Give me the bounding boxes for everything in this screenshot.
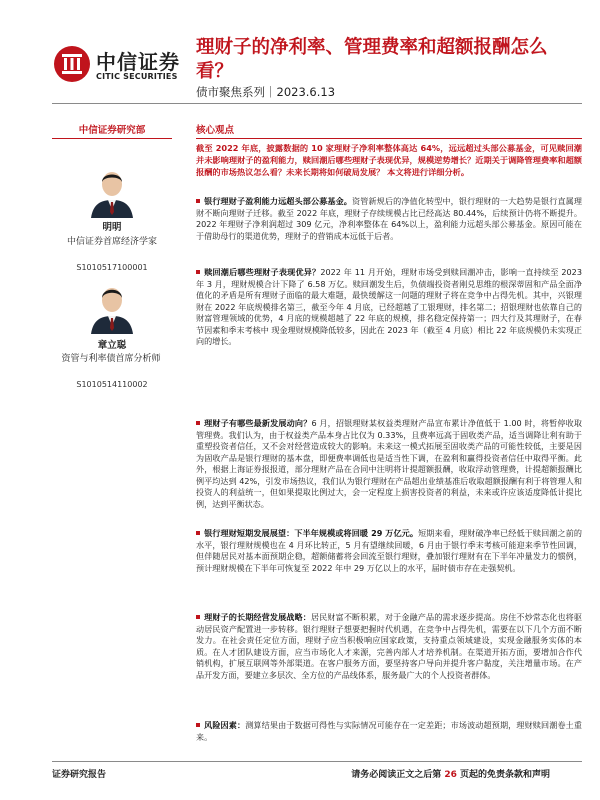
report-title: 理财子的净利率、管理费率和超额报酬怎么看？ <box>196 37 548 82</box>
paragraph-body: 6 月，招银理财某权益类理财产品宣布累计净值低于 1.00 时，将暂停收取管理费。我们认为，由于权益类产品本身占比仅为 0.33%，且费率远高于固收类产品，适当调降让利有助于重塑投资者信任，又不会对经营造成较大的影响。未来这一模式拓展至固收类产品的可能性较低，主要是因为固收产品是银行理财的基本盘，即便费率调低也是适当性下调，在盈利和赢得投资者信任中取得平衡。此外，根据上海证券报报道，部分理财产品在合同中注明将计提超额报酬，收取浮动管理费，计提超额报酬比例平均达到 42%，引发市场热议，我们认为银行理财在产品超出业绩基准后收取超额报酬有利于将管理人和投资人的利益统一，但如果提取比例过大，会一定程度上损害投资者的利益，未来或许应该适度降低计提比例，达到平衡状态。 <box>196 418 582 509</box>
footer-report-type: 证券研究报告 <box>52 770 107 780</box>
analyst-2-name: 章立聪 <box>97 340 127 351</box>
paragraph-2 <box>196 267 582 348</box>
report-series-date: 债市聚焦系列｜2023.6.13 <box>196 85 336 99</box>
analyst-1-name: 明明 <box>102 222 122 233</box>
section-divider <box>196 138 582 139</box>
paragraph-body: 短期来看，理财破净率已经低于赎回潮之前的水平，银行理财规模也在 4 月环比转正，5 月有望继续回暖，6 月由于银行季末考核可能迎来季节性回调，但伴随居民对基本面预期企稳，超额储蓄将会回流至银行理财，叠加银行理财有在下半年冲量发力的惯例，预计理财规模在下半年可恢复至 2022 年中 29 万亿以上的水平，届时债市存在走强契机。 <box>196 528 582 573</box>
footer-disclaimer <box>351 767 550 780</box>
footer-divider <box>52 761 582 762</box>
paragraph-lead: 银行理财子盈利能力远超头部公募基金。 <box>204 196 353 206</box>
header-divider <box>52 103 582 104</box>
sidebar-divider <box>52 138 172 139</box>
paragraph-body: 2022 年 11 月开始，理财市场受到赎回潮冲击，影响一直持续至 2023 年 3 月，理财规模合计下降了 6.58 万亿。赎回潮发生后，负债端投资者刚兑思维的根深蒂固和产品全面净值化的矛盾是所有理财子面临的最大难题，最快缓解这一问题的理财子将在竞争中占得先机。其中，兴银理财在 2022 年底规模排名第三，截至今年 4 月底，已经超越了工银理财，排名第二；招银理财也依靠自己的财富管理领域的优势，4 月底的规模超越了 22 年底的规模，排名稳定保持第一；四大行及其理财子，在春节因素和季末考核中 现金理财规模降低较多，因此在 2023 年（截至 4 月底）相比 22 年底规模仍未实现正向的增长。 <box>196 267 582 346</box>
paragraph-6 <box>196 720 582 743</box>
citic-logo-icon <box>52 44 92 84</box>
person-photo-icon <box>87 160 137 218</box>
paragraph-3 <box>196 418 582 510</box>
department-heading: 中信证券研究部 <box>78 125 146 136</box>
footer-disclaimer-prefix: 请务必阅读正文之后第 <box>351 770 445 780</box>
footer-disclaimer-suffix: 页起的免责条款和声明 <box>456 770 550 780</box>
analyst-1-title: 中信证券首席经济学家 <box>66 237 157 247</box>
paragraph-lead: 理财子的长期经营发展战略： <box>204 612 311 622</box>
brand-name-cn: 中信证券 <box>96 50 180 74</box>
analyst-1-cert: S1010517100001 <box>76 263 148 272</box>
paragraph-body: 居民财富不断积累，对于金融产品的需求逐步提高。房住不炒常态化也将驱动居民资产配置进一步转移。银行理财子想要把握时代机遇，在竞争中占得先机，需要在以下几个方面不断发力。在社会责任定位方面，理财子应当积极响应国家政策，支持重点领域建设，实现金融服务实体的本质。在人才团队建设方面，应当市场化人才来源，完善内部人才培养机制。在渠道开拓方面，要增加合作代销机构，扩展互联网等外部渠道。在客户服务方面，要坚持客户导向并提升客户黏度，关注增量市场。在产品开发方面，要建立多层次、全方位的产品线体系，服务最广大的个人投资者群体。 <box>196 612 582 680</box>
paragraph-5 <box>196 612 582 681</box>
analyst-2-cert: S1010514110002 <box>76 380 148 389</box>
paragraph-lead: 银行理财短期发展展望：下半年规模或将回暖 29 万亿元。 <box>204 528 419 538</box>
bullet-icon <box>196 421 200 425</box>
bullet-icon <box>196 270 200 274</box>
paragraph-lead: 风险因素： <box>204 720 246 730</box>
bullet-icon <box>196 531 200 535</box>
paragraph-4 <box>196 528 582 574</box>
paragraph-lead: 赎回潮后哪些理财子表现优异？ <box>204 267 321 277</box>
summary-text: 截至 2022 年底，披露数据的 10 家理财子净利率整体高达 64%，远远超过头部公募基金，可见赎回潮并未影响理财子的盈利能力，赎回潮后哪些理财子表现优异，规模逆势增长？近期关于调降管理费率和超额报酬的市场热议怎么看？未来长期将如何破局发展？ 本文将进行详细分析。 <box>196 143 582 177</box>
bullet-icon <box>196 199 200 203</box>
paragraph-body: 资管新规后的净值化转型中，银行理财的一大趋势是银行直属理财不断向理财子迁移。截至 2022 年底，理财子存续规模占比已经高达 80.44%，后续预计仍将不断提升。2022 年理财子净利润超过 309 亿元，净利率整体在 64%以上，盈利能力远超头部公募基金。原因可能在于借助母行的渠道优势，理财子的营销成本远低于后者。 <box>196 196 582 241</box>
brand-name-en: CITIC SECURITIES <box>96 72 178 81</box>
analyst-2-title: 资管与利率债首席分析师 <box>61 354 161 364</box>
section-heading: 核心观点 <box>196 125 235 136</box>
footer-page-number: 26 <box>444 770 457 780</box>
person-photo-icon <box>87 276 137 334</box>
paragraph-body: 测算结果由于数据可得性与实际情况可能存在一定差距；市场波动超预期，理财赎回潮卷土重来。 <box>196 720 582 742</box>
paragraph-lead: 理财子有哪些最新发展动向？ <box>204 418 312 428</box>
paragraph-1 <box>196 196 582 242</box>
company-logo <box>52 44 182 84</box>
analyst-avatar <box>87 160 137 218</box>
analyst-avatar <box>87 276 137 334</box>
bullet-icon <box>196 615 200 619</box>
bullet-icon <box>196 723 200 727</box>
